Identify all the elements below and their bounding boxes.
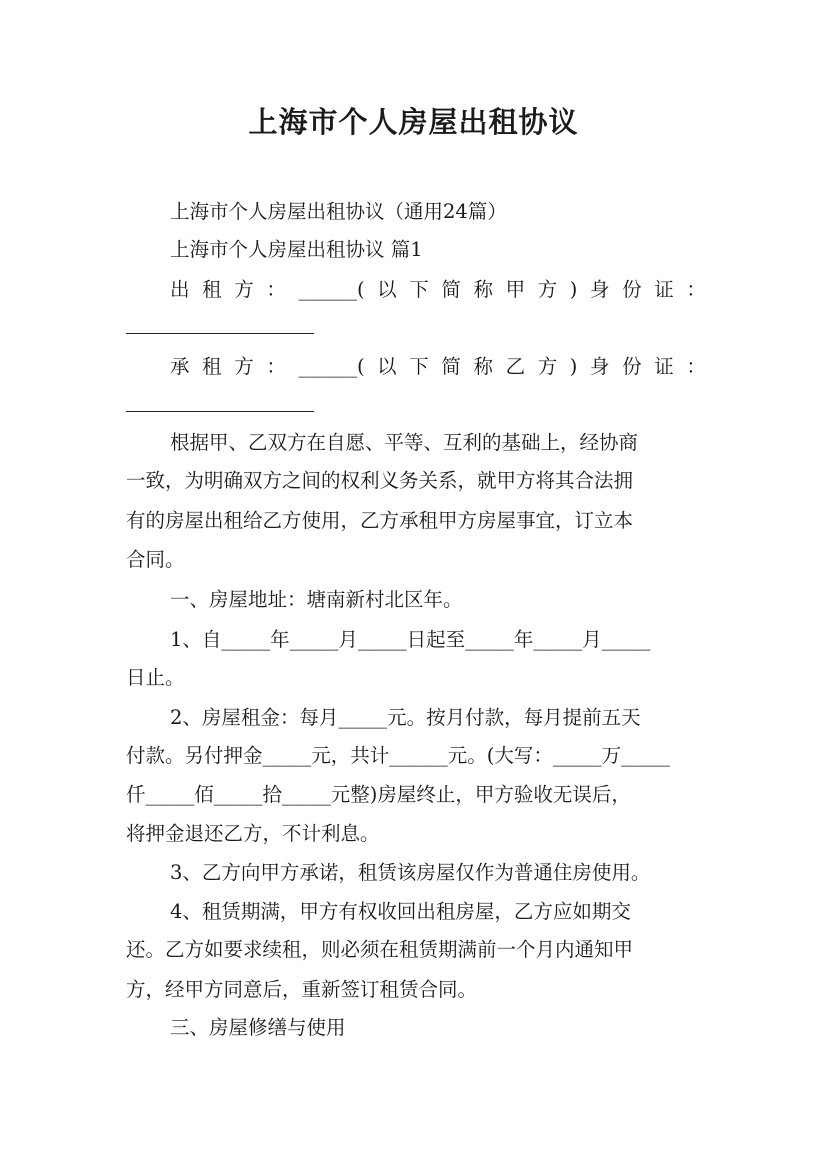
party-line-token: 证 xyxy=(654,278,674,301)
party-line-token: 身 xyxy=(590,278,610,301)
party-line-token: 方 xyxy=(537,278,558,301)
party-line-token: 乙 xyxy=(505,355,526,378)
clause-term-line: 日止。 xyxy=(126,666,185,689)
party-line-token: 租 xyxy=(202,355,222,378)
document-title: 上海市个人房屋出租协议 xyxy=(248,105,579,139)
intro-line: 合同。 xyxy=(126,548,185,571)
party-line-token: ： xyxy=(686,278,706,301)
intro-line: 一致，为明确双方之间的权利义务关系，就甲方将其合法拥 xyxy=(126,469,634,492)
clause-term-line: 1、自_____年_____月_____日起至_____年_____月_____ xyxy=(170,628,651,651)
party-line-token: 出 xyxy=(170,278,190,301)
lessor-line xyxy=(170,275,706,305)
party-line-token: 方 xyxy=(234,278,254,301)
clause-renewal-line: 还。乙方如要求续租，则必须在租赁期满前一个月内通知甲 xyxy=(126,938,634,961)
party-line-token: 证 xyxy=(654,355,674,378)
party-line-token: 以 xyxy=(377,355,397,378)
party-line-token: 租 xyxy=(202,278,222,301)
party-line-token: 以 xyxy=(377,278,397,301)
party-line-token: ______( xyxy=(298,355,365,378)
party-line-token: 方 xyxy=(234,355,254,378)
party-line-token: ： xyxy=(686,355,706,378)
section-heading: 上海市个人房屋出租协议 篇1 xyxy=(170,238,423,261)
lessee-id-blank xyxy=(126,411,314,412)
party-line-token: ______( xyxy=(298,278,365,301)
party-line-token: ) xyxy=(569,278,578,301)
party-line-token: ) xyxy=(569,355,578,378)
clause-rent-line: 将押金退还乙方，不计利息。 xyxy=(126,822,380,845)
clause-renewal-line: 4、租赁期满，甲方有权收回出租房屋，乙方应如期交 xyxy=(170,900,631,923)
party-line-token: 方 xyxy=(537,355,558,378)
party-line-token: 身 xyxy=(590,355,610,378)
party-line-token: 简 xyxy=(441,355,461,378)
party-line-token: 下 xyxy=(409,278,429,301)
party-line-token: 承 xyxy=(170,355,190,378)
lessor-id-blank xyxy=(126,333,314,334)
clause-rent-line: 仟_____佰_____拾_____元整)房屋终止，甲方验收无误后， xyxy=(126,783,631,806)
document-subtitle: 上海市个人房屋出租协议（通用24篇） xyxy=(170,200,507,223)
party-line-token: 称 xyxy=(473,355,493,378)
intro-line: 根据甲、乙双方在自愿、平等、互利的基础上，经协商 xyxy=(170,431,639,454)
lessee-line xyxy=(170,352,706,382)
party-line-token: 称 xyxy=(473,278,493,301)
party-line-token: 份 xyxy=(622,355,642,378)
party-line-token: 简 xyxy=(441,278,461,301)
party-line-token: ： xyxy=(266,278,286,301)
clause-repair-heading: 三、房屋修缮与使用 xyxy=(170,1016,346,1039)
clause-use: 3、乙方向甲方承诺，租赁该房屋仅作为普通住房使用。 xyxy=(170,861,651,884)
intro-line: 有的房屋出租给乙方使用，乙方承租甲方房屋事宜，订立本 xyxy=(126,509,634,532)
party-line-token: 下 xyxy=(409,355,429,378)
clause-renewal-line: 方，经甲方同意后，重新签订租赁合同。 xyxy=(126,978,478,1001)
clause-rent-line: 2、房屋租金：每月_____元。按月付款，每月提前五天 xyxy=(170,706,641,729)
party-line-token: 份 xyxy=(622,278,642,301)
party-line-token: 甲 xyxy=(505,278,526,301)
clause-rent-line: 付款。另付押金_____元，共计______元。(大写：_____万_____ xyxy=(126,744,670,767)
clause-address: 一、房屋地址：塘南新村北区年。 xyxy=(170,588,463,611)
party-line-token: ： xyxy=(266,355,286,378)
